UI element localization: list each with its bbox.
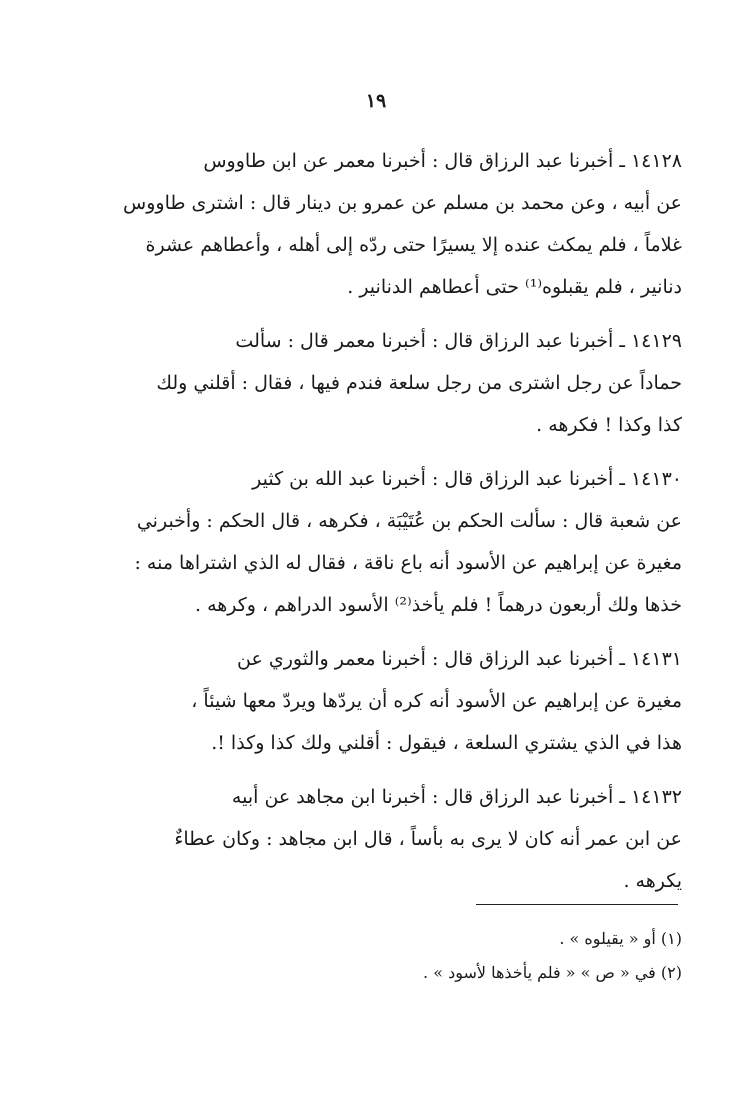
text-line: ١٤١٢٩ ـ أخبرنا عبد الرزاق قال : أخبرنا معمر قال : سألت [235, 330, 682, 352]
footnote-divider [476, 904, 678, 905]
text-line: ١٤١٢٨ ـ أخبرنا عبد الرزاق قال : أخبرنا معمر عن ابن طاووس [203, 150, 682, 172]
text-line: عن شعبة قال : سألت الحكم بن عُتَيْبَة ، فكرهه ، قال الحكم : وأخبرني [136, 510, 682, 532]
text-line: كذا وكذا ! فكرهه . [536, 414, 682, 436]
text-line: حماداً عن رجل اشترى من رجل سلعة فندم فيها ، فقال : أقلني ولك [156, 372, 682, 394]
main-text [64, 140, 682, 914]
footnotes [262, 922, 682, 990]
footnote-2: (٢) في « ص » « فلم يأخذها لأسود » . [423, 963, 682, 982]
page-number: ١٩ [365, 90, 387, 112]
text-line: مغيرة عن إبراهيم عن الأسود أنه باع ناقة ، فقال له الذي اشتراها منه : [134, 552, 682, 574]
hadith-14130 [64, 458, 682, 626]
text-line: غلاماً ، فلم يمكث عنده إلا يسيرًا حتى ردّه إلى أهله ، وأعطاهم عشرة [145, 234, 682, 256]
text-line: هذا في الذي يشتري السلعة ، فيقول : أقلني ولك كذا وكذا !. [211, 732, 682, 754]
text-line: يكرهه . [623, 870, 682, 892]
text-line: ١٤١٣٠ ـ أخبرنا عبد الرزاق قال : أخبرنا عبد الله بن كثير [252, 468, 682, 490]
hadith-14132 [64, 776, 682, 902]
text-line: خذها ولك أربعون درهماً ! فلم يأخذ⁽²⁾ الأسود الدراهم ، وكرهه . [194, 594, 682, 616]
text-line: مغيرة عن إبراهيم عن الأسود أنه كره أن يردّها ويردّ معها شيئاً ، [191, 690, 682, 712]
text-line: عن أبيه ، وعن محمد بن مسلم عن عمرو بن دينار قال : اشترى طاووس [123, 192, 682, 214]
hadith-14129 [64, 320, 682, 446]
hadith-14128 [64, 140, 682, 308]
footnote-1: (١) أو « يقيلوه » . [559, 929, 682, 948]
text-line: ١٤١٣١ ـ أخبرنا عبد الرزاق قال : أخبرنا معمر والثوري عن [237, 648, 682, 670]
text-line: ١٤١٣٢ ـ أخبرنا عبد الرزاق قال : أخبرنا ابن مجاهد عن أبيه [231, 786, 682, 808]
text-line: دنانير ، فلم يقبلوه⁽¹⁾ حتى أعطاهم الدنانير . [347, 276, 682, 298]
hadith-14131 [64, 638, 682, 764]
text-line: عن ابن عمر أنه كان لا يرى به بأساً ، قال ابن مجاهد : وكان عطاءٌ [174, 828, 682, 850]
